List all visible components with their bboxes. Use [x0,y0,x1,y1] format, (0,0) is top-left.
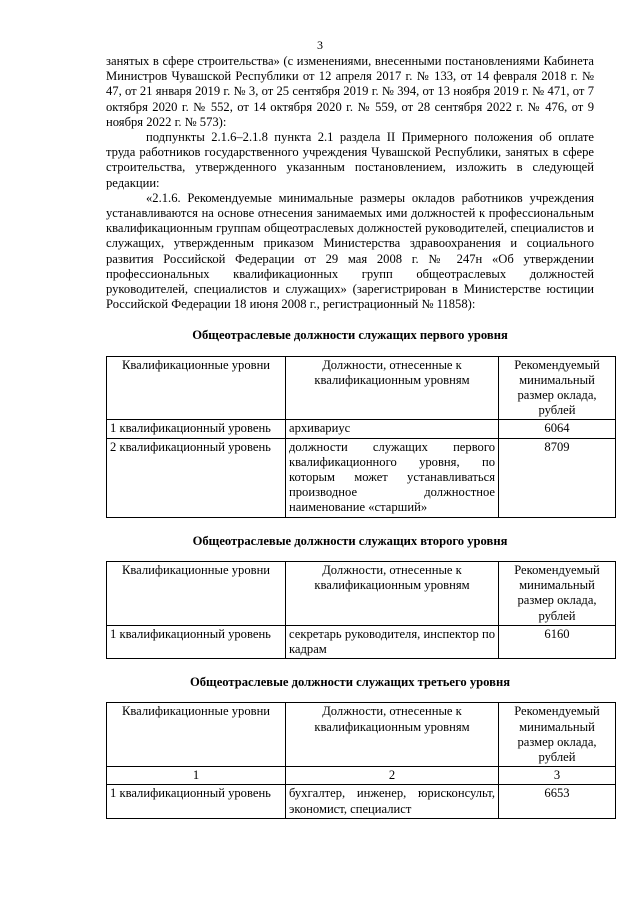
header-levels: Квалификационные уровни [107,561,286,625]
document-body [106,54,600,819]
table-first-level [106,356,616,518]
column-number: 1 [107,767,286,785]
table-1-title: Общеотраслевые должности служащих первого уровня [192,328,508,343]
paragraph-intro: занятых в сфере строительства» (с изменениями, внесенными постановлениями Кабинета Министров Чувашской Республики от 12 апреля 2017 г. № 133, от 14 февраля 2018 г. № 47, от 21 января 2019 г. № 3, от 25 сентября 2019 г. № 394, от 13 ноября 2019 г. № 471, от 7 октября 2020 г. № 552, от 14 октября 2020 г. № 559, от 28 сентября 2022 г. № 476, от 9 ноября 2022 г. № 573): [106,54,594,129]
cell-level: 2 квалификационный уровень [107,438,286,517]
table-row [107,625,616,658]
cell-positions: архивариус [286,420,499,438]
table-header-row [107,356,616,420]
table-row [107,785,616,818]
table-header-row [107,703,616,767]
column-number: 2 [286,767,499,785]
table-second-level [106,561,616,659]
header-salary: Рекомендуемый минимальный размер оклада, рублей [499,561,616,625]
header-positions: Должности, отнесенные к квалификационным уровням [286,356,499,420]
header-positions: Должности, отнесенные к квалификационным уровням [286,561,499,625]
table-row [107,420,616,438]
cell-salary: 6160 [499,625,616,658]
column-number-row [107,767,616,785]
cell-level: 1 квалификационный уровень [107,420,286,438]
table-third-level [106,702,616,818]
table-2-title: Общеотраслевые должности служащих второго уровня [192,533,508,548]
table-header-row [107,561,616,625]
cell-salary: 8709 [499,438,616,517]
cell-positions: должности служащих первого квалификационного уровня, по которым может устанавливаться производное должностное наименование «старший» [286,438,499,517]
header-salary: Рекомендуемый минимальный размер оклада, рублей [499,703,616,767]
paragraph-2-1-6: «2.1.6. Рекомендуемые минимальные размеры окладов работников учреждения устанавливаются на основе отнесения занимаемых ими должностей к профессиональным квалификационным группам общеотраслевых должностей руководителей, специалистов и служащих, утвержденным приказом Министерства здравоохранения и социального развития Российской Федерации от 29 мая 2008 г. № 247н «Об утверждении профессиональных квалификационных групп общеотраслевых должностей руководителей, специалистов и служащих» (зарегистрирован в Министерстве юстиции Российской Федерации 18 июня 2008 г., регистрационный № 11858): [106,190,594,312]
paragraph-amendment: подпункты 2.1.6–2.1.8 пункта 2.1 раздела II Примерного положения об оплате труда работников государственного учреждения Чувашской Республики, занятых в сфере строительства, утвержденного указанным постановлением, изложить в следующей редакции: [106,130,594,190]
header-levels: Квалификационные уровни [107,703,286,767]
cell-salary: 6653 [499,785,616,818]
header-levels: Квалификационные уровни [107,356,286,420]
page-number: 3 [317,38,323,52]
cell-level: 1 квалификационный уровень [107,625,286,658]
header-positions: Должности, отнесенные к квалификационным уровням [286,703,499,767]
cell-salary: 6064 [499,420,616,438]
cell-level: 1 квалификационный уровень [107,785,286,818]
column-number: 3 [499,767,616,785]
table-3-title: Общеотраслевые должности служащих третьего уровня [189,675,511,690]
header-salary: Рекомендуемый минимальный размер оклада, рублей [499,356,616,420]
cell-positions: бухгалтер, инженер, юрисконсульт, экономист, специалист [286,785,499,818]
table-row [107,438,616,517]
cell-positions: секретарь руководителя, инспектор по кадрам [286,625,499,658]
